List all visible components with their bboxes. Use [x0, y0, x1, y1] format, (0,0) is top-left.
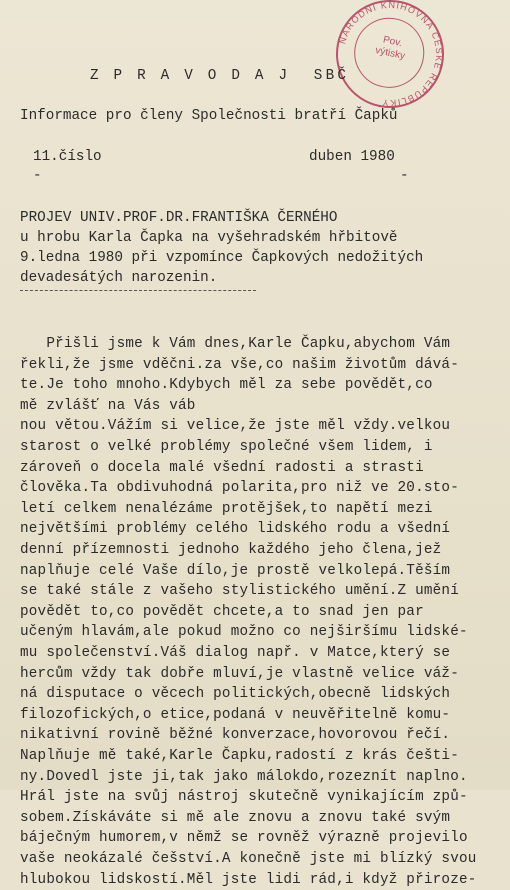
speech-heading-line: u hrobu Karla Čapka na vyšehradském hřbitově	[20, 230, 398, 246]
speech-body-line: Naplňuje mě také,Karle Čapku,radostí z krás češti-	[20, 748, 459, 764]
issue-number: 11.číslo	[33, 149, 102, 165]
speech-body-line: ny.Dovedl jste ji,tak jako málokdo,rozeznít naplno.	[20, 768, 468, 785]
issue-dash-right: -	[400, 168, 409, 184]
speech-body-line: nikativní rovině běžné konverzace,hovorovou řečí.	[20, 727, 451, 744]
speech-body-line: učeným hlavám,ale pokud možno co nejširšímu lidské-	[20, 624, 468, 641]
speech-body-line: te.Je toho mnoho.Kdybych měl za sebe povědět,co	[20, 377, 433, 394]
speech-body-line: povědět to,co povědět chcete,a to snad jen par	[20, 603, 424, 620]
speech-heading-line: devadesátých narozenin.	[20, 270, 218, 286]
issue-dash-left: -	[33, 168, 42, 184]
speech-body-line: mu společenství.Váš dialog např. v Matce,který se	[20, 645, 451, 661]
speech-body-line: hlubokou lidskostí.Měl jste lidi rád,i když přiroze-	[20, 871, 477, 888]
speech-heading-line: 9.ledna 1980 při vzpomínce Čapkových nedožitých	[20, 250, 424, 266]
library-stamp	[326, 0, 454, 118]
stamp-ring-text: NÁRODNÍ KNIHOVNA ČESKÉ REPUBLIKY	[337, 0, 445, 109]
heading-underline	[20, 290, 256, 291]
speech-heading-line: PROJEV UNIV.PROF.DR.FRANTIŠKA ČERNÉHO	[20, 210, 338, 226]
newsletter-title: Z P R A V O D A J SBČ	[90, 68, 350, 84]
speech-body-line: zároveň o docela malé všední radosti a strasti	[20, 459, 424, 476]
speech-body-line: Přišli jsme k Vám dnes,Karle Čapku,abychom Vám	[20, 336, 451, 352]
speech-body-line: starost o velké problémy společné všem lidem, i	[20, 439, 433, 455]
speech-body-line: se také stále z vašeho stylistického umění.Z umění	[20, 583, 459, 600]
speech-body-line: nou větou.Vážím si velice,že jste měl vždy.velkou	[20, 418, 451, 435]
speech-body-line: vaše neokázalé češství.A konečně jste mi blízký svou	[20, 851, 477, 867]
speech-body-line: řekli,že jsme vděčni.za vše,co našim životům dává-	[20, 356, 459, 373]
speech-body-line: člověka.Ta obdivuhodná polarita,pro niž ve 20.sto-	[20, 480, 459, 497]
speech-body-line: ná disputace o věcech politických,obecně lidských	[20, 686, 451, 703]
stamp-center-line1: Pov.	[382, 34, 404, 50]
speech-body-line: naplňuje celé Vaše dílo,je prostě velkolepá.Těším	[20, 562, 451, 579]
speech-body-line: denní přízemnosti jednoho každého jeho člena,jež	[20, 542, 442, 558]
speech-body-line: největšími problémy celého lidského rodu a všední	[20, 521, 451, 538]
issue-date: duben 1980	[309, 149, 395, 165]
speech-body-line: letí celkem nenalézáme protějšek,to napětí mezi	[20, 500, 433, 517]
newsletter-subtitle: Informace pro členy Společnosti bratří Čapků	[20, 108, 398, 124]
speech-body-line: mě zvlášť na Vás váb	[20, 397, 196, 414]
stamp-center-line2: výtisky	[374, 45, 406, 63]
speech-body-line: Hrál jste na svůj nástroj skutečně vynikajícím způ-	[20, 789, 468, 806]
speech-body-line: hercům vždy tak dobře mluví,je vlastně velice váž-	[20, 665, 459, 682]
speech-body-line: sobem.Získáváte si mě ale znovu a znovu také svým	[20, 809, 451, 826]
speech-body-line: báječným humorem,v němž se rovněž výrazně projevilo	[20, 830, 468, 847]
speech-body-line: filozofických,o etice,podaná v neuvěřitelně komu-	[20, 706, 451, 723]
